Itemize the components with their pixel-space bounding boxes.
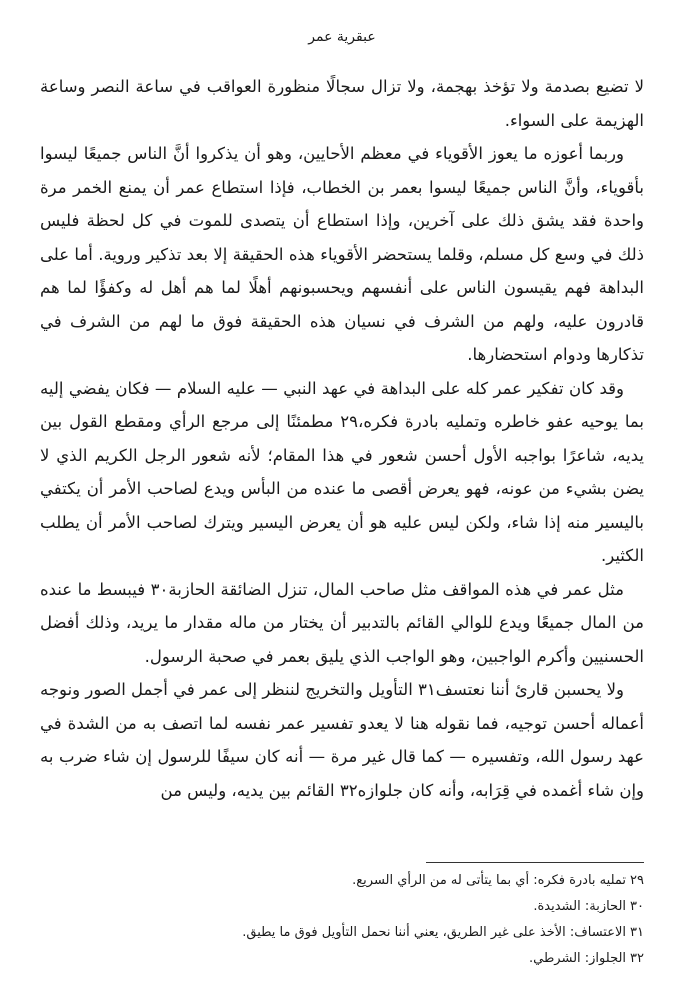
- footnote-text: الحازبة: الشديدة.: [533, 899, 627, 914]
- paragraph-4: مثل عمر في هذه المواقف مثل صاحب المال، تنزل الضائقة الحازبة٣٠ فيبسط ما عنده من المال جميعًا ويدع للوالي القائم بالتدبير أن يختار من ماله مقدار ما يريد، وذلك أفضل الحسنيين وأكرم الواجبين، وهو الواجب الذي يليق بعمر في صحبة الرسول.: [40, 579, 644, 666]
- footnote-number: ٣٠: [630, 899, 644, 914]
- footnote-number: ٢٩: [630, 873, 644, 888]
- footnote-number: ٣١: [630, 925, 644, 940]
- body-text: [40, 70, 644, 807]
- paragraph-2: وربما أعوزه ما يعوز الأقوياء في معظم الأحايين، وهو أن يذكروا أنَّ الناس جميعًا ليسوا بأقوياء، وأنَّ الناس جميعًا ليسوا بعمر بن الخطاب، فإذا استطاع عمر أن يمنع الخمر مرة واحدة فقد يشق ذلك على آخرين، وإذا استطاع أن يتصدى للموت في كل لحظة فليس ذلك في وسع كل مسلم، وقلما يستحضر الأقوياء هذه الحقيقة إلا بعد تذكير وروية. أما على البداهة فهم يقيسون الناس على أنفسهم ويحسبونهم أهلًا لما هم أهل له وكفؤًا لما هم قادرون عليه، ولهم من الشرف في نسيان هذه الحقيقة فوق ما لهم من الشرف في تذكارها ودوام استحضارها.: [40, 144, 644, 364]
- footnote-divider: [426, 862, 644, 863]
- footnote-32: [40, 946, 644, 972]
- footnote-30: [40, 894, 644, 920]
- footnotes: [40, 868, 644, 972]
- footnote-text: الجلواز: الشرطي.: [528, 951, 627, 966]
- footnote-text: تمليه بادرة فكره: أي بما يتأتى له من الرأي السريع.: [352, 873, 627, 888]
- running-header: عبقرية عمر: [308, 29, 376, 45]
- footnote-31: [40, 920, 644, 946]
- footnote-text: الاعتساف: الأخذ على غير الطريق، يعني أننا نحمل التأويل فوق ما يطيق.: [242, 925, 627, 940]
- footnote-29: [40, 868, 644, 894]
- footnote-number: ٣٢: [630, 951, 644, 966]
- paragraph-5: ولا يحسبن قارئ أننا نعتسف٣١ التأويل والتخريج لننظر إلى عمر في أجمل الصور ونوجه أعماله أحسن توجيه، فما نقوله هنا لا يعدو تفسير عمر نفسه لما اتصف به من الشدة في عهد رسول الله، وتفسيره — كما قال غير مرة — أنه كان سيفًا للرسول إن شاء ضرب به وإن شاء أغمده في قِرَابه، وأنه كان جلوازه٣٢ القائم بين يديه، وليس من: [40, 680, 644, 800]
- paragraph-1: لا تضيع بصدمة ولا تؤخذ بهجمة، ولا تزال سجالًا منظورة العواقب في ساعة النصر وساعة الهزيمة على السواء.: [40, 77, 644, 130]
- paragraph-3: وقد كان تفكير عمر كله على البداهة في عهد النبي — عليه السلام — فكان يفضي إليه بما يوحيه عفو خاطره وتمليه بادرة فكره،٢٩ مطمئنًا إلى مرجع الرأي ومقطع القول بين يديه، شاعرًا بواجبه الأول أحسن شعور في هذا المقام؛ لأنه شعور الرجل الكريم الذي لا يضن بشيء من عونه، فهو يعرض أقصى ما عنده من البأس ويدع لصاحب الأمر أن يكتفي باليسير منه إذا شاء، ولكن ليس عليه هو أن يعرض اليسير ويترك لصاحب الأمر أن يطلب الكثير.: [40, 378, 645, 565]
